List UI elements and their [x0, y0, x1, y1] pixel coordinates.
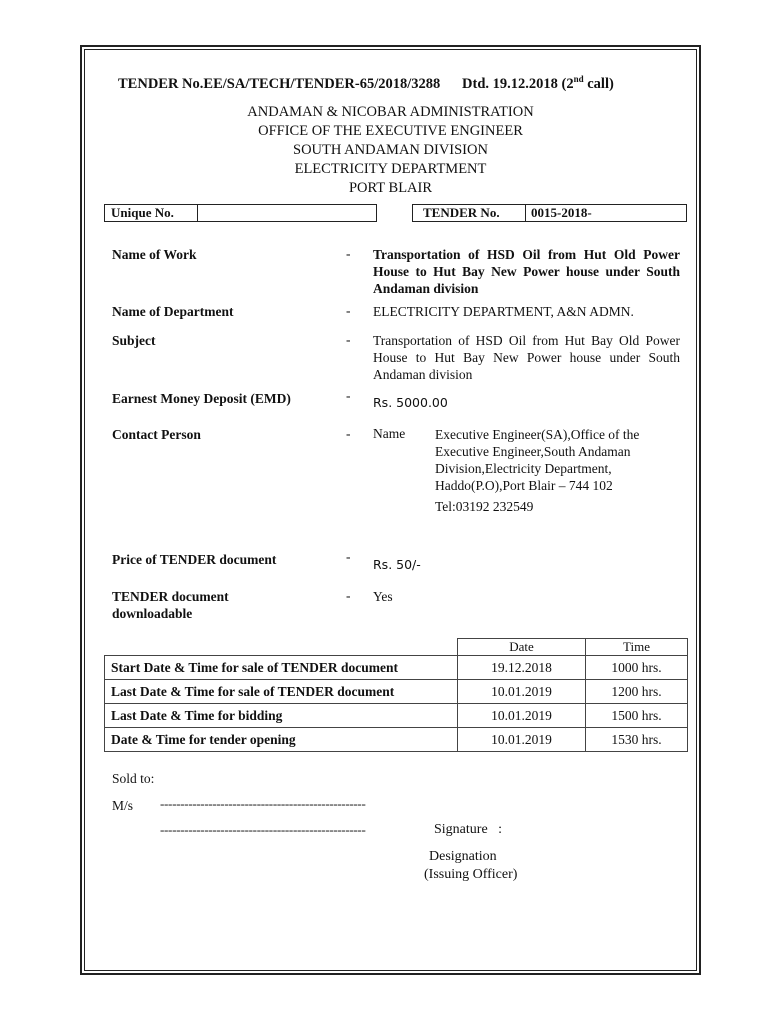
downloadable-label — [112, 588, 229, 622]
header-line-5: PORT BLAIR — [348, 180, 433, 196]
ms-label: M/s — [112, 798, 134, 813]
office-header — [84, 103, 697, 198]
contact-line-4: Haddo(P.O),Port Blair – 744 102 — [435, 478, 613, 493]
tender-date: Dtd. 19.12.2018 (2 — [462, 75, 574, 92]
schedule-row-label: Last Date & Time for sale of TENDER document — [105, 680, 458, 704]
subject-label: Subject — [112, 333, 156, 348]
subject-value: Transportation of HSD Oil from Hut Bay Old Power House to Hut Bay New Power house under South Andaman division — [373, 333, 680, 382]
downloadable-value: Yes — [373, 589, 393, 604]
ordinal-suffix: nd — [573, 74, 584, 84]
emd-value: Rs. 5000.00 — [373, 395, 448, 410]
contact-name-label: Name — [373, 426, 406, 441]
schedule-row-date: 10.01.2019 — [458, 704, 586, 728]
schedule-row-date: 10.01.2019 — [458, 728, 586, 752]
signature-label: Signature : — [434, 822, 503, 837]
subject-dash: - — [346, 332, 351, 347]
schedule-row-time: 1200 hrs. — [586, 680, 688, 704]
price-dash: - — [346, 549, 351, 564]
tender-number-box — [412, 204, 687, 222]
schedule-row-time: 1500 hrs. — [586, 704, 688, 728]
downloadable-dash: - — [346, 588, 351, 603]
contact-telephone: Tel:03192 232549 — [435, 499, 534, 514]
downloadable-label-line-1: TENDER document — [112, 589, 229, 604]
issuing-officer-label: (Issuing Officer) — [424, 867, 518, 882]
table-row — [105, 656, 688, 680]
tender-reference: TENDER No.EE/SA/TECH/TENDER-65/2018/3288 — [118, 75, 441, 92]
table-row — [105, 704, 688, 728]
table-row — [105, 680, 688, 704]
schedule-row-label: Date & Time for tender opening — [105, 728, 458, 752]
call-text: call) — [583, 75, 614, 92]
downloadable-label-line-2: downloadable — [112, 606, 193, 621]
emd-label: Earnest Money Deposit (EMD) — [112, 391, 291, 406]
contact-address — [435, 426, 680, 515]
price-value: Rs. 50/- — [373, 557, 421, 572]
header-line-3: SOUTH ANDAMAN DIVISION — [293, 142, 488, 158]
header-line-4: ELECTRICITY DEPARTMENT — [294, 161, 487, 177]
schedule-header-time: Time — [586, 639, 688, 656]
price-label: Price of TENDER document — [112, 552, 277, 567]
designation-label: Designation — [429, 849, 497, 864]
department-value: ELECTRICITY DEPARTMENT, A&N ADMN. — [373, 304, 634, 319]
schedule-row-date: 10.01.2019 — [458, 680, 586, 704]
schedule-row-time: 1000 hrs. — [586, 656, 688, 680]
schedule-table — [104, 638, 688, 752]
schedule-row-time: 1530 hrs. — [586, 728, 688, 752]
schedule-row-date: 19.12.2018 — [458, 656, 586, 680]
schedule-row-label: Start Date & Time for sale of TENDER document — [105, 656, 458, 680]
schedule-header-row — [105, 639, 688, 656]
department-label: Name of Department — [112, 304, 234, 319]
work-label: Name of Work — [112, 247, 197, 262]
unique-number-label: Unique No. — [105, 205, 198, 221]
unique-number-box — [104, 204, 377, 222]
schedule-header-blank — [105, 639, 458, 656]
table-row — [105, 728, 688, 752]
schedule-row-label: Last Date & Time for bidding — [105, 704, 458, 728]
ms-dash-line: --------------------------------------------------- — [160, 796, 366, 811]
second-dash-line: --------------------------------------------------- — [160, 822, 366, 837]
header-line-1: ANDAMAN & NICOBAR ADMINISTRATION — [247, 104, 534, 120]
contact-label: Contact Person — [112, 427, 201, 442]
tender-title — [118, 74, 614, 93]
emd-dash: - — [346, 388, 351, 403]
schedule-header-date: Date — [458, 639, 586, 656]
work-dash: - — [346, 246, 351, 261]
contact-line-2: Executive Engineer,South Andaman — [435, 444, 631, 459]
header-line-2: OFFICE OF THE EXECUTIVE ENGINEER — [258, 123, 523, 139]
sold-to-label: Sold to: — [112, 771, 155, 786]
department-dash: - — [346, 303, 351, 318]
contact-dash: - — [346, 426, 351, 441]
work-value: Transportation of HSD Oil from Hut Old Power House to Hut Bay New Power house under South Andaman division — [373, 247, 680, 296]
contact-line-3: Division,Electricity Department, — [435, 461, 612, 476]
tender-number-label: TENDER No. — [413, 205, 526, 221]
tender-number-value: 0015-2018- — [531, 205, 592, 220]
contact-line-1: Executive Engineer(SA),Office of the — [435, 427, 640, 442]
